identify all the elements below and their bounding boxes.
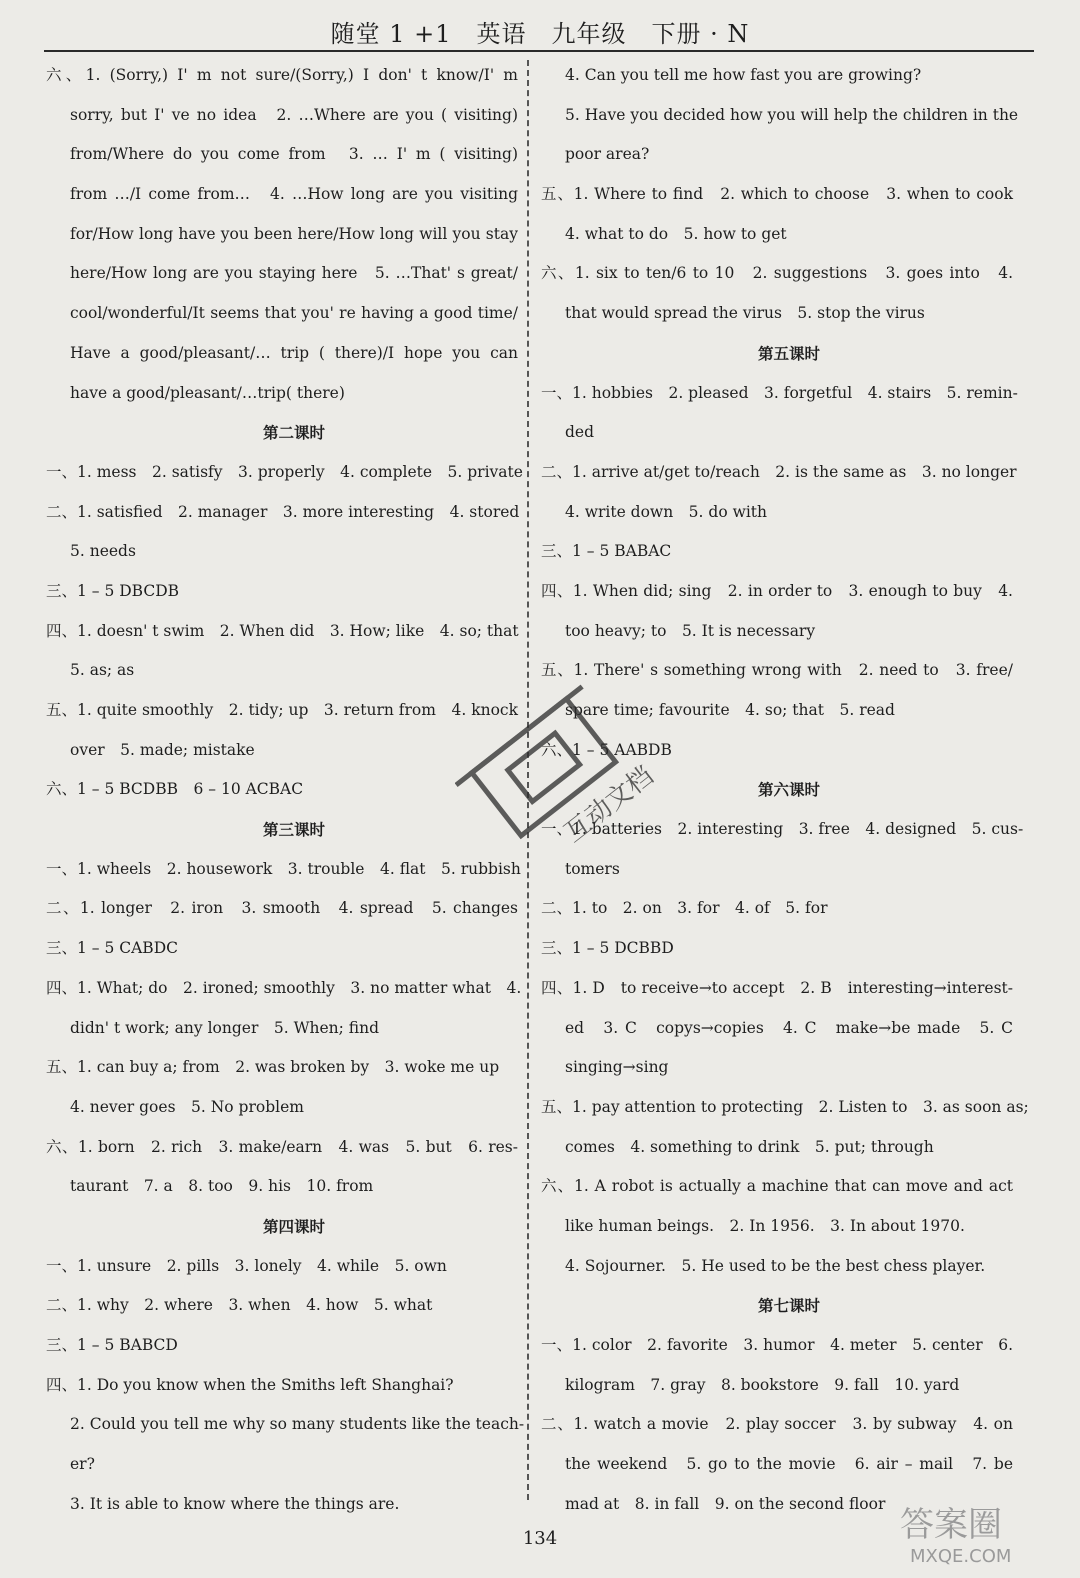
left-column (46, 56, 525, 1524)
corner-watermark-url: MXQE.COM (910, 1546, 1012, 1567)
answer-line: 五、1. There' s something wrong with 2. need to 3. free/ (541, 661, 1013, 680)
answer-line: 5. needs (70, 542, 136, 561)
answer-line: 4. Sojourner. 5. He used to be the best chess player. (565, 1256, 986, 1275)
answer-line: ed 3. C copys→copies 4. C make→be made 5. C (565, 1018, 1013, 1037)
page-number: 134 (522, 1528, 558, 1549)
section-heading: 第二课时 (262, 423, 325, 443)
answer-line: 六、1. born 2. rich 3. make/earn 4. was 5. but 6. res- (46, 1137, 518, 1156)
answer-line: spare time; favourite 4. so; that 5. read (565, 701, 895, 719)
answer-line: the weekend 5. go to the movie 6. air – mail 7. be (565, 1455, 1013, 1474)
answer-line: kilogram 7. gray 8. bookstore 9. fall 10. yard (565, 1375, 960, 1394)
answer-line: that would spread the virus 5. stop the virus (565, 304, 925, 323)
answer-line: 五、1. quite smoothly 2. tidy; up 3. return from 4. knock (46, 701, 518, 719)
answer-line: 六、1 – 5 AABDB (541, 740, 672, 759)
answer-line: have a good/pleasant/…trip( there) (70, 383, 345, 402)
answer-line: 四、1. Do you know when the Smiths left Shanghai? (46, 1375, 454, 1394)
answer-line: poor area? (565, 145, 650, 164)
answer-line: 五、1. Where to find 2. which to choose 3. when to cook (541, 185, 1013, 204)
answer-line: 二、1. watch a movie 2. play soccer 3. by subway 4. on (541, 1415, 1013, 1434)
answer-line: cool/wonderful/It seems that you' re having a good time/ (70, 304, 518, 323)
answer-line: 3. It is able to know where the things are. (70, 1494, 400, 1513)
answer-line: here/How long are you staying here 5. …That' s great/ (70, 264, 518, 283)
watermark-text: 互动文档 (558, 760, 660, 849)
answer-line: 4. write down 5. do with (565, 502, 768, 521)
answer-line: 三、1 – 5 BABAC (541, 542, 672, 561)
answer-line: 一、1. batteries 2. interesting 3. free 4. designed 5. cus- (541, 820, 1024, 839)
section-heading: 第七课时 (757, 1296, 820, 1316)
answer-line: 5. Have you decided how you will help the children in the (565, 105, 1019, 124)
answer-line: didn' t work; any longer 5. When; find (70, 1018, 380, 1037)
page-header-title: 随堂 1 +1 英语 九年级 下册 · N (330, 20, 750, 48)
answer-line: sorry, but I' ve no idea 2. …Where are you ( visiting) (70, 105, 518, 124)
answer-line: tomers (565, 859, 620, 878)
corner-watermark-text: 答案圈 (900, 1505, 1002, 1545)
answer-line: singing→sing (565, 1058, 669, 1077)
answer-line: er? (70, 1455, 95, 1474)
answer-line: for/How long have you been here/How long will you stay (70, 224, 518, 243)
answer-line: 一、1. wheels 2. housework 3. trouble 4. flat 5. rubbish (46, 859, 521, 878)
answer-line: mad at 8. in fall 9. on the second floor (565, 1494, 886, 1513)
answer-line: ded (565, 423, 595, 442)
answer-line: 三、1 – 5 DCBBD (541, 939, 674, 958)
answer-line: too heavy; to 5. It is necessary (565, 621, 816, 640)
answer-line: 一、1. unsure 2. pills 3. lonely 4. while 5. own (46, 1256, 447, 1275)
answer-line: over 5. made; mistake (70, 740, 255, 759)
answer-line: taurant 7. a 8. too 9. his 10. from (70, 1177, 374, 1196)
section-heading: 第六课时 (757, 780, 820, 800)
answer-line: 4. never goes 5. No problem (70, 1097, 304, 1116)
answer-line: 三、1 – 5 BABCD (46, 1336, 178, 1354)
answer-line: 二、1. to 2. on 3. for 4. of 5. for (541, 899, 828, 918)
answer-line: 三、1 – 5 CABDC (46, 939, 178, 958)
answer-line: 三、1 – 5 DBCDB (46, 581, 180, 600)
answer-line: 四、1. doesn' t swim 2. When did 3. How; like 4. so; that (46, 621, 519, 640)
answer-line: like human beings. 2. In 1956. 3. In about 1970. (565, 1216, 965, 1235)
answer-line: from/Where do you come from 3. … I' m ( visiting) (70, 145, 518, 164)
section-heading: 第五课时 (757, 343, 820, 363)
answer-line: 六、1. six to ten/6 to 10 2. suggestions 3. goes into 4. (541, 264, 1013, 283)
section-heading: 第四课时 (262, 1216, 325, 1236)
answer-line: 2. Could you tell me why so many students like the teach- (70, 1415, 525, 1434)
answer-line: 二、1. satisfied 2. manager 3. more interesting 4. stored (46, 502, 520, 521)
answer-line: 一、1. mess 2. satisfy 3. properly 4. complete 5. private (46, 462, 523, 481)
answer-line: 五、1. pay attention to protecting 2. Listen to 3. as soon as; (541, 1097, 1029, 1116)
answer-line: from …/I come from… 4. …How long are you visiting (70, 185, 518, 204)
answer-line: 五、1. can buy a; from 2. was broken by 3. woke me up (46, 1058, 500, 1077)
answer-line: 四、1. What; do 2. ironed; smoothly 3. no matter what 4. (46, 978, 522, 997)
answer-line: 二、1. longer 2. iron 3. smooth 4. spread 5. changes (46, 899, 518, 918)
answer-line: Have a good/pleasant/… trip ( there)/I hope you can (70, 343, 518, 362)
answer-line: 六、1. (Sorry,) I' m not sure/(Sorry,) I don' t know/I' m (46, 66, 518, 84)
watermark-inner-shape (508, 733, 580, 801)
answer-line: 六、1. A robot is actually a machine that can move and act (541, 1177, 1013, 1196)
watermark-line-shape (456, 687, 582, 786)
answer-line: 一、1. color 2. favorite 3. humor 4. meter 5. center 6. (541, 1336, 1013, 1354)
answer-line: 4. what to do 5. how to get (565, 224, 787, 243)
header-rule (44, 50, 1034, 52)
answer-line: 二、1. arrive at/get to/reach 2. is the same as 3. no longer (541, 462, 1017, 481)
corner-watermark-logo (880, 1498, 1070, 1568)
answer-line: 四、1. When did; sing 2. in order to 3. enough to buy 4. (541, 581, 1013, 600)
answer-line: 二、1. why 2. where 3. when 4. how 5. what (46, 1296, 433, 1315)
section-heading: 第三课时 (262, 820, 325, 840)
answer-line: 六、1 – 5 BCDBB 6 – 10 ACBAC (46, 780, 304, 799)
answer-line: 5. as; as (70, 661, 135, 680)
answer-line: 4. Can you tell me how fast you are growing? (565, 66, 922, 84)
center-watermark-logo (455, 675, 665, 885)
answer-line: 一、1. hobbies 2. pleased 3. forgetful 4. stairs 5. remin- (541, 383, 1018, 402)
answer-line: 四、1. D to receive→to accept 2. B interesting→interest- (541, 978, 1013, 997)
answer-line: comes 4. something to drink 5. put; through (565, 1137, 934, 1156)
